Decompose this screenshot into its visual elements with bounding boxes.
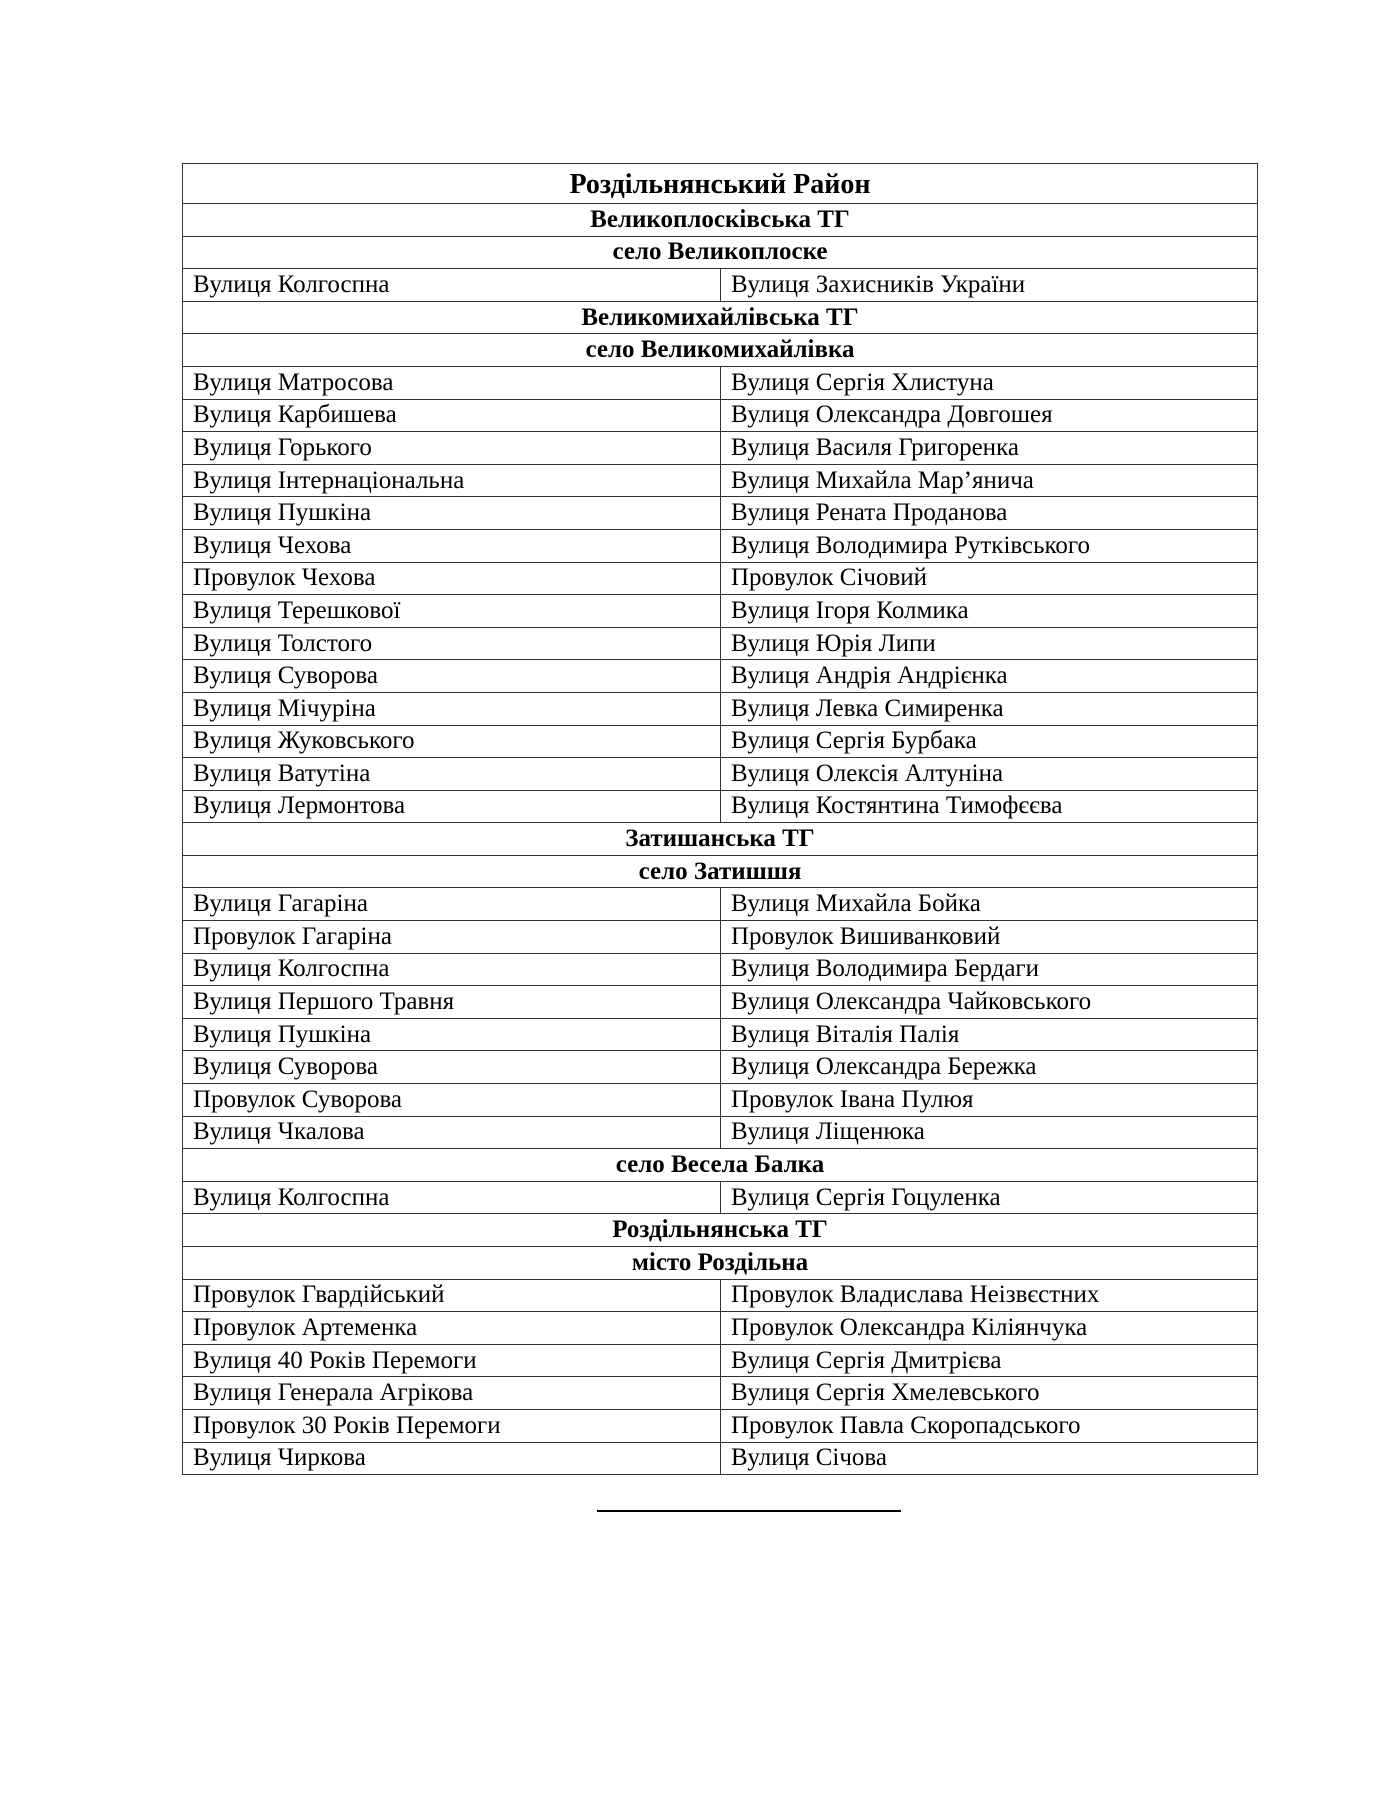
old-street-name: Вулиця Толстого [183,627,721,660]
community-header-row [183,1214,1258,1247]
old-street-name: Провулок Гагаріна [183,921,721,954]
old-street-name: Провулок Гвардійський [183,1279,721,1312]
new-street-name: Вулиця Василя Григоренка [721,432,1258,465]
table-row [183,1377,1258,1410]
new-street-name: Вулиця Сергія Хлистуна [721,366,1258,399]
old-street-name: Вулиця Гагаріна [183,888,721,921]
table-row [183,660,1258,693]
new-street-name: Вулиця Михайла Мар’янича [721,464,1258,497]
new-street-name: Вулиця Олександра Чайковського [721,986,1258,1019]
settlement-header-row [183,1247,1258,1280]
new-street-name: Провулок Олександра Кіліянчука [721,1312,1258,1345]
new-street-name: Провулок Івана Пулюя [721,1084,1258,1117]
old-street-name: Вулиця Колгоспна [183,1181,721,1214]
old-street-name: Вулиця Чиркова [183,1442,721,1475]
old-street-name: Вулиця Суворова [183,660,721,693]
district-title: Роздільнянський Район [183,164,1258,204]
old-street-name: Вулиця Жуковського [183,725,721,758]
old-street-name: Провулок 30 Років Перемоги [183,1409,721,1442]
table-row [183,627,1258,660]
old-street-name: Вулиця 40 Років Перемоги [183,1344,721,1377]
street-renaming-table [182,163,1258,1475]
new-street-name: Вулиця Січова [721,1442,1258,1475]
old-street-name: Вулиця Мічуріна [183,692,721,725]
settlement-name: місто Роздільна [183,1247,1258,1280]
old-street-name: Вулиця Інтернаціональна [183,464,721,497]
community-header-row [183,823,1258,856]
table-row [183,953,1258,986]
settlement-header-row [183,334,1258,367]
table-row [183,1051,1258,1084]
old-street-name: Вулиця Матросова [183,366,721,399]
new-street-name: Вулиця Сергія Гоцуленка [721,1181,1258,1214]
new-street-name: Провулок Січовий [721,562,1258,595]
new-street-name: Вулиця Левка Симиренка [721,692,1258,725]
table-body [183,164,1258,1475]
old-street-name: Провулок Суворова [183,1084,721,1117]
table-row [183,758,1258,791]
old-street-name: Вулиця Пушкіна [183,1018,721,1051]
table-row [183,269,1258,302]
table-row [183,366,1258,399]
old-street-name: Вулиця Чехова [183,529,721,562]
new-street-name: Вулиця Володимира Рутківського [721,529,1258,562]
new-street-name: Провулок Вишиванковий [721,921,1258,954]
settlement-header-row [183,236,1258,269]
community-header-row [183,301,1258,334]
table-row [183,888,1258,921]
district-header-row [183,164,1258,204]
old-street-name: Вулиця Чкалова [183,1116,721,1149]
new-street-name: Вулиця Рената Проданова [721,497,1258,530]
table-row [183,1344,1258,1377]
old-street-name: Вулиця Горького [183,432,721,465]
new-street-name: Вулиця Олексія Алтуніна [721,758,1258,791]
old-street-name: Вулиця Карбишева [183,399,721,432]
new-street-name: Вулиця Олександра Довгошея [721,399,1258,432]
new-street-name: Вулиця Віталія Палія [721,1018,1258,1051]
new-street-name: Вулиця Ігоря Колмика [721,595,1258,628]
table-row [183,562,1258,595]
table-row [183,725,1258,758]
new-street-name: Вулиця Сергія Дмитрієва [721,1344,1258,1377]
old-street-name: Вулиця Суворова [183,1051,721,1084]
new-street-name: Вулиця Юрія Липи [721,627,1258,660]
new-street-name: Вулиця Сергія Бурбака [721,725,1258,758]
closing-line [597,1510,901,1512]
table-row [183,1409,1258,1442]
settlement-header-row [183,1149,1258,1182]
settlement-name: село Великоплоске [183,236,1258,269]
old-street-name: Вулиця Генерала Агрікова [183,1377,721,1410]
settlement-header-row [183,855,1258,888]
community-name: Роздільнянська ТГ [183,1214,1258,1247]
table-row [183,529,1258,562]
new-street-name: Провулок Павла Скоропадського [721,1409,1258,1442]
settlement-name: село Затишшя [183,855,1258,888]
table-row [183,1279,1258,1312]
new-street-name: Провулок Владислава Неізвєстних [721,1279,1258,1312]
table-row [183,986,1258,1019]
old-street-name: Вулиця Колгоспна [183,953,721,986]
new-street-name: Вулиця Олександра Бережка [721,1051,1258,1084]
table-row [183,1084,1258,1117]
table-row [183,595,1258,628]
community-name: Великоплосківська ТГ [183,204,1258,237]
table-row [183,921,1258,954]
settlement-name: село Весела Балка [183,1149,1258,1182]
table-row [183,1181,1258,1214]
new-street-name: Вулиця Захисників України [721,269,1258,302]
old-street-name: Вулиця Ватутіна [183,758,721,791]
community-name: Затишанська ТГ [183,823,1258,856]
new-street-name: Вулиця Сергія Хмелевського [721,1377,1258,1410]
new-street-name: Вулиця Андрія Андрієнка [721,660,1258,693]
table-row [183,497,1258,530]
community-name: Великомихайлівська ТГ [183,301,1258,334]
old-street-name: Провулок Артеменка [183,1312,721,1345]
old-street-name: Вулиця Колгоспна [183,269,721,302]
old-street-name: Вулиця Першого Травня [183,986,721,1019]
table-row [183,432,1258,465]
table-row [183,1116,1258,1149]
community-header-row [183,204,1258,237]
new-street-name: Вулиця Володимира Бердаги [721,953,1258,986]
table-row [183,790,1258,823]
table-row [183,399,1258,432]
new-street-name: Вулиця Ліщенюка [721,1116,1258,1149]
old-street-name: Провулок Чехова [183,562,721,595]
new-street-name: Вулиця Костянтина Тимофєєва [721,790,1258,823]
settlement-name: село Великомихайлівка [183,334,1258,367]
table-row [183,1018,1258,1051]
table-row [183,1442,1258,1475]
table-row [183,692,1258,725]
table-row [183,1312,1258,1345]
table-row [183,464,1258,497]
old-street-name: Вулиця Пушкіна [183,497,721,530]
old-street-name: Вулиця Лермонтова [183,790,721,823]
old-street-name: Вулиця Терешкової [183,595,721,628]
new-street-name: Вулиця Михайла Бойка [721,888,1258,921]
